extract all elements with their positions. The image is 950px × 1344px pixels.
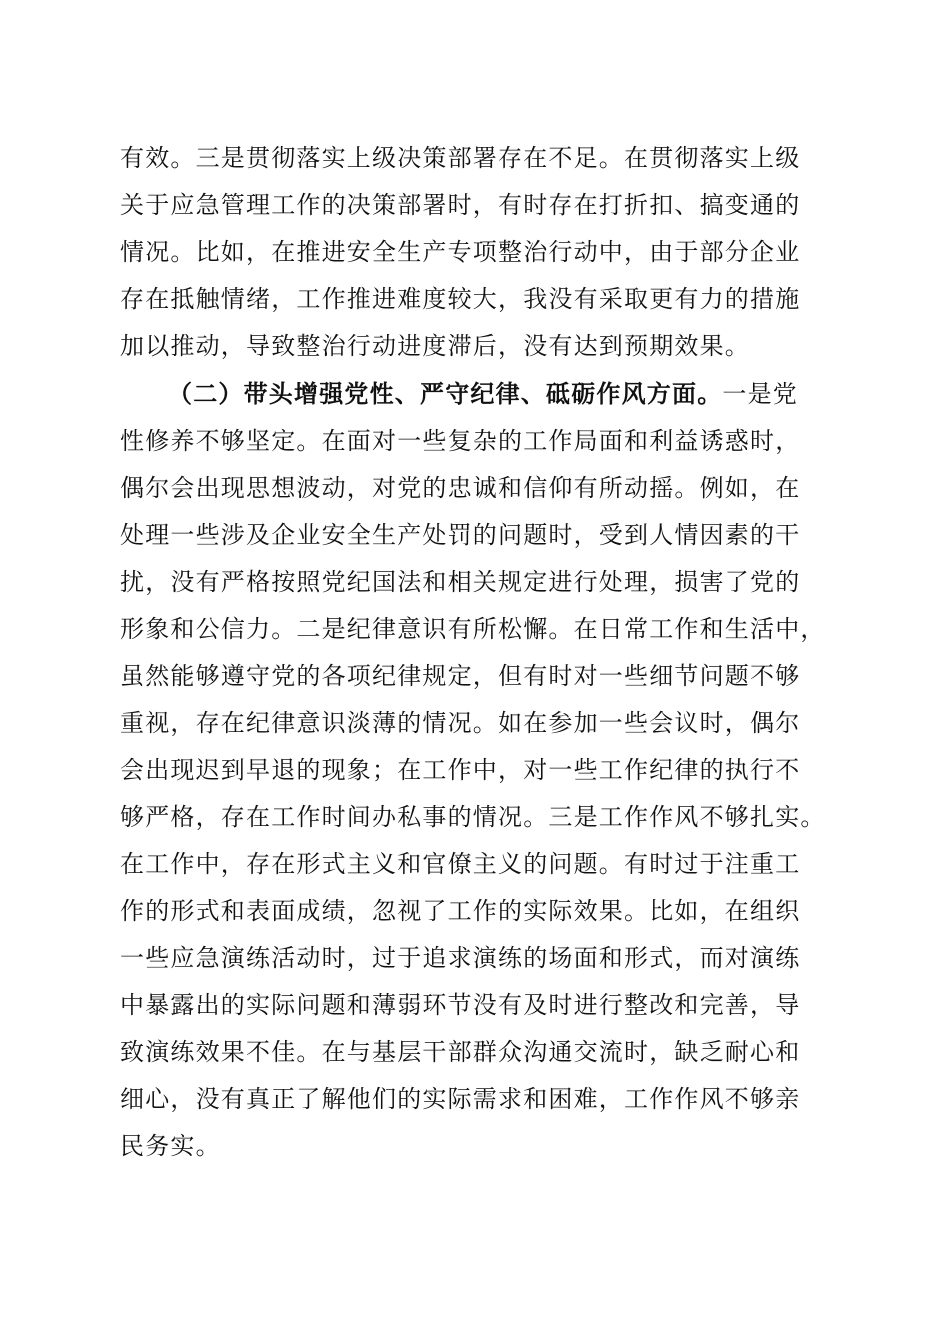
paragraph-line: 扰，没有严格按照党纪国法和相关规定进行处理，损害了党的 <box>120 568 801 596</box>
paragraph-line: 致演练效果不佳。在与基层干部群众沟通交流时，缺乏耐心和 <box>120 1038 801 1066</box>
paragraph-line: 虽然能够遵守党的各项纪律规定，但有时对一些细节问题不够 <box>120 662 801 690</box>
paragraph-text: 一是党 <box>722 380 799 408</box>
paragraph-line: 情况。比如，在推进安全生产专项整治行动中，由于部分企业 <box>120 238 801 266</box>
paragraph-line: 存在抵触情绪，工作推进难度较大，我没有采取更有力的措施 <box>120 285 801 313</box>
paragraph-line: 重视，存在纪律意识淡薄的情况。如在参加一些会议时，偶尔 <box>120 709 801 737</box>
paragraph-line: 关于应急管理工作的决策部署时，有时存在打折扣、搞变通的 <box>120 191 801 219</box>
paragraph-line: 作的形式和表面成绩，忽视了工作的实际效果。比如，在组织 <box>120 897 801 925</box>
paragraph-line: 形象和公信力。二是纪律意识有所松懈。在日常工作和生活中， <box>120 615 826 643</box>
section-heading: （二）带头增强党性、严守纪律、砥砺作风方面。 <box>168 379 723 408</box>
paragraph-line: 有效。三是贯彻落实上级决策部署存在不足。在贯彻落实上级 <box>120 144 801 172</box>
paragraph-line: 够严格，存在工作时间办私事的情况。三是工作作风不够扎实。 <box>120 803 826 831</box>
paragraph-line: 在工作中，存在形式主义和官僚主义的问题。有时过于注重工 <box>120 850 801 878</box>
paragraph-line: 一些应急演练活动时，过于追求演练的场面和形式，而对演练 <box>120 944 801 972</box>
paragraph-line: 细心，没有真正了解他们的实际需求和困难，工作作风不够亲 <box>120 1085 801 1113</box>
paragraph-line: 民务实。 <box>120 1132 221 1160</box>
paragraph-line: 中暴露出的实际问题和薄弱环节没有及时进行整改和完善，导 <box>120 991 801 1019</box>
paragraph-line: 偶尔会出现思想波动，对党的忠诚和信仰有所动摇。例如，在 <box>120 474 801 502</box>
paragraph-line: 处理一些涉及企业安全生产处罚的问题时，受到人情因素的干 <box>120 521 801 549</box>
paragraph-line: 会出现迟到早退的现象；在工作中，对一些工作纪律的执行不 <box>120 756 801 784</box>
paragraph-line: 加以推动，导致整治行动进度滞后，没有达到预期效果。 <box>120 332 750 360</box>
paragraph-line: 性修养不够坚定。在面对一些复杂的工作局面和利益诱惑时， <box>120 427 801 455</box>
section-heading-line <box>168 371 840 417</box>
